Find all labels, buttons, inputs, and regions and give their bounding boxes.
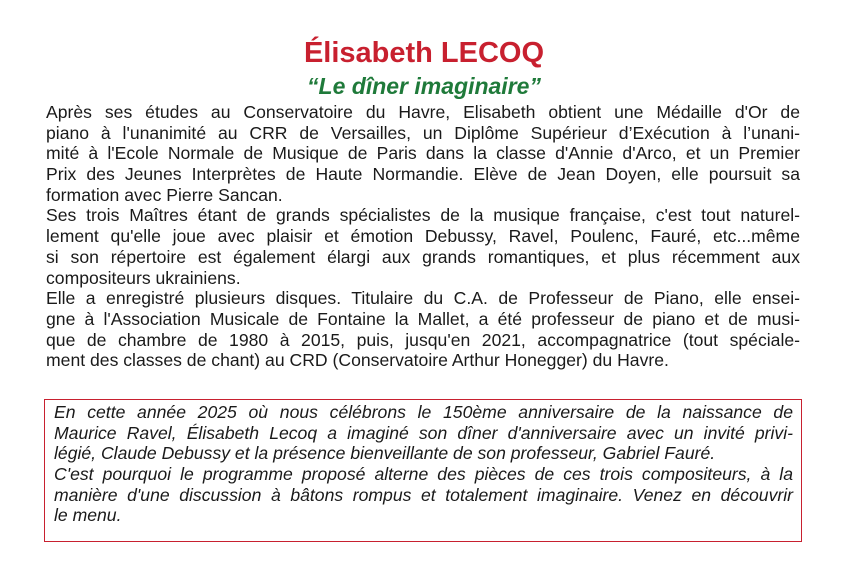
bio-line: compositeurs ukrainiens. [46, 267, 241, 288]
bio-line: si son répertoire est également élargi aux grands romantiques, et plus récemment aux [46, 246, 800, 267]
page-title: Élisabeth LECOQ [303, 37, 545, 69]
program-note [54, 402, 793, 526]
bio-line: formation avec Pierre Sancan. [46, 184, 283, 205]
bio-line: que de chambre de 1980 à 2015, puis, jusqu'en 2021, accompagnatrice (tout spéciale- [46, 329, 800, 350]
biography [46, 102, 800, 371]
bio-line: Après ses études au Conservatoire du Havre, Elisabeth obtient une Médaille d'Or de [46, 102, 800, 122]
bio-line: mité à l'Ecole Normale de Musique de Paris dans la classe d'Annie d'Arco, et un Premier [46, 143, 800, 164]
bio-line: Ses trois Maîtres étant de grands spécialistes de la musique française, c'est tout naturel- [46, 205, 800, 226]
bio-line: Elle a enregistré plusieurs disques. Titulaire du C.A. de Professeur de Piano, elle ensei- [46, 288, 800, 309]
bio-line: piano à l'unanimité au CRR de Versailles, un Diplôme Supérieur d’Exécution à l’unani- [46, 122, 800, 143]
note-line: le menu. [54, 505, 122, 526]
program-note-box [44, 399, 802, 542]
bio-line: ment des classes de chant) au CRD (Conservatoire Arthur Honegger) du Havre. [46, 350, 669, 371]
page-subtitle: “Le dîner imaginaire” [307, 73, 541, 99]
note-line: En cette année 2025 où nous célébrons le 150ème anniversaire de la naissance de [54, 402, 793, 422]
bio-line: gne à l'Association Musicale de Fontaine la Mallet, a été professeur de piano et de musi- [46, 308, 800, 329]
bio-line: lement qu'elle joue avec plaisir et émotion Debussy, Ravel, Poulenc, Fauré, etc...même [46, 226, 800, 247]
note-line: manière d'une discussion à bâtons rompus et totalement imaginaire. Venez en découvrir [54, 484, 793, 505]
bio-line: Prix des Jeunes Interprètes de Haute Normandie. Elève de Jean Doyen, elle poursuit sa [46, 164, 800, 185]
note-line: Maurice Ravel, Élisabeth Lecoq a imaginé son dîner d'anniversaire avec un invité privi- [54, 422, 793, 443]
note-line: légié, Claude Debussy et la présence bienveillante de son professeur, Gabriel Fauré. [54, 443, 716, 464]
note-line: C'est pourquoi le programme proposé alterne des pièces de ces trois compositeurs, à la [54, 464, 793, 485]
